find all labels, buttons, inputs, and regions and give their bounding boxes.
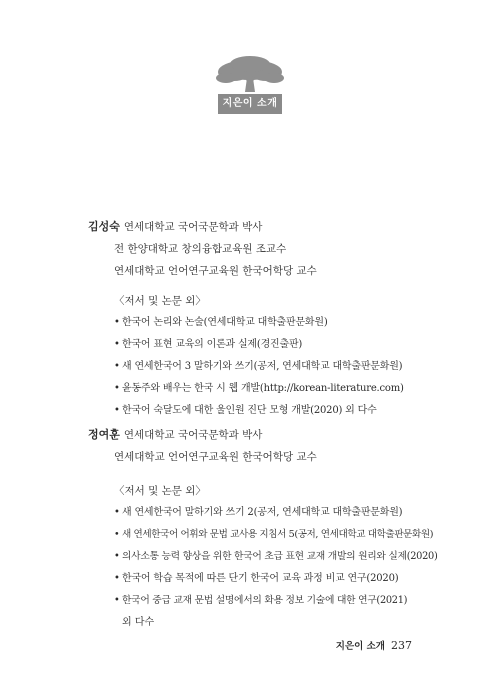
page-footer [336,638,412,652]
author-headline [88,216,438,238]
career-item: 전 한양대학교 창의융합교육원 조교수 [114,243,287,255]
career-item: 연세대학교 국어국문학과 박사 [123,221,263,233]
list-item: • 한국어 중급 교재 문법 설명에서의 화용 정보 기술에 대한 연구(2021) [114,595,408,606]
works-heading: 〈저서 및 논문 외〉 [114,295,206,307]
page-number: 237 [391,639,412,652]
running-title: 지은이 소개 [335,641,385,652]
list-item: • 새 연세한국어 어휘와 문법 교사용 지침서 5(공저, 연세대학교 대학출판문화원) [114,529,434,540]
list-item: • 한국어 숙달도에 대한 울인원 진단 모형 개발(2020) 외 다수 [114,405,377,416]
career-item: 연세대학교 언어연구교육원 한국어학당 교수 [114,265,317,277]
author-name: 김성숙 [88,220,120,233]
career-item: 연세대학교 국어국문학과 박사 [123,429,263,441]
career-item: 연세대학교 언어연구교육원 한국어학당 교수 [114,451,317,463]
author-section [88,424,438,634]
list-item: • 새 연세한국어 말하기와 쓰기 2(공저, 연세대학교 대학출판문화원) [114,507,403,518]
list-item: • 윤동주와 배우는 한국 시 웹 개발(http://korean-literature.com) [114,383,404,394]
author-name: 정여훈 [88,428,120,441]
list-item: • 한국어 논리와 논술(연세대학교 대학출판문화원) [114,317,328,328]
chapter-title: 지은이 소개 [218,94,282,114]
author-section [88,216,438,422]
list-item: • 의사소통 능력 향상을 위한 한국어 초급 표현 교재 개발의 원리와 실제(2020) [114,551,438,562]
list-item: • 한국어 표현 교육의 이론과 실제(경진출판) [114,339,303,350]
list-item: • 한국어 학습 목적에 따른 단기 한국어 교육 과정 비교 연구(2020) [114,573,399,584]
list-item: • 새 연세한국어 3 말하기와 쓰기(공저, 연세대학교 대학출판문화원) [114,361,403,372]
author-headline [88,424,438,446]
list-item-continuation: 외 다수 [122,617,155,628]
works-heading: 〈저서 및 논문 외〉 [114,485,206,497]
